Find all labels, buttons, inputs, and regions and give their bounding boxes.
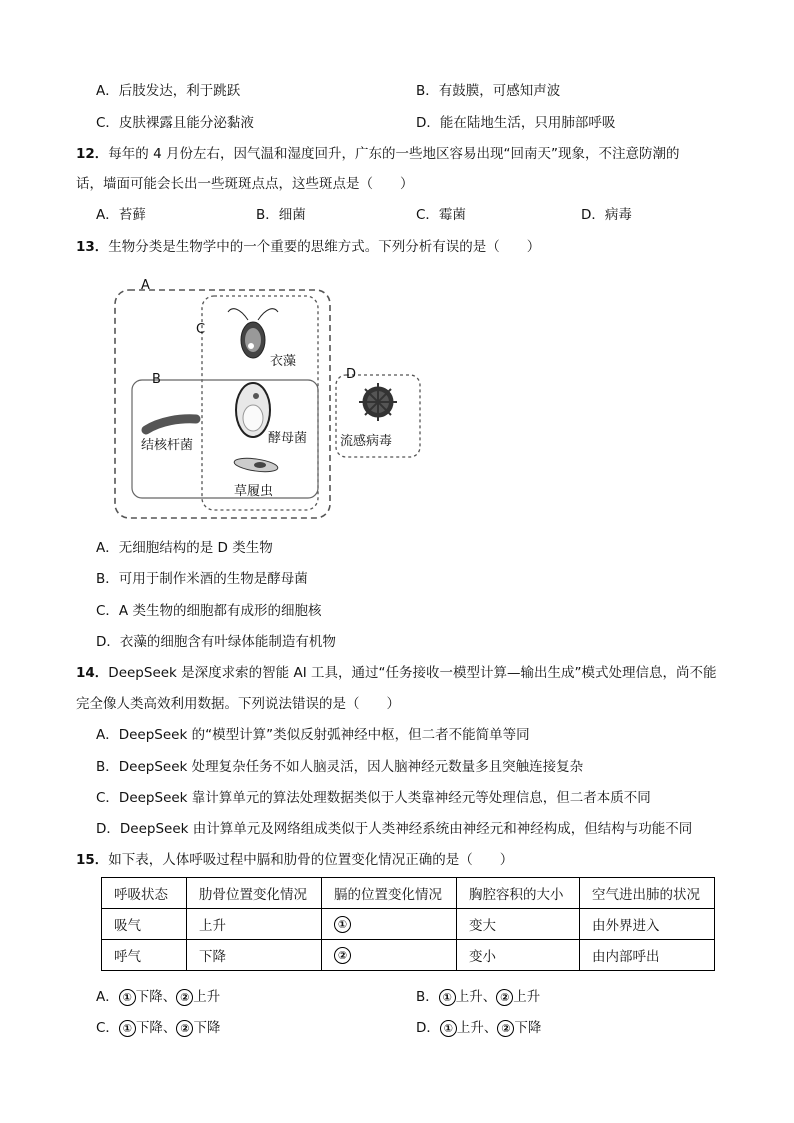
q11-option-a: A．后肢发达，利于跳跃: [96, 83, 241, 99]
q14-option-d: D．DeepSeek 由计算单元及网络组成类似于人类神经系统由神经元和神经构成，但结构与功能不同: [96, 821, 693, 837]
respiration-table: [101, 877, 715, 971]
q14-stem-line2: 完全像人类高效利用数据。下列说法错误的是（ ）: [76, 696, 400, 712]
table-header: 呼吸状态: [102, 878, 187, 909]
q15-option-a-text2: 上升: [193, 989, 221, 1005]
q12-stem-line1: [76, 144, 679, 164]
q11-option-b: B．有鼓膜，可感知声波: [416, 83, 561, 99]
table-header: 膈的位置变化情况: [322, 878, 457, 909]
table-header: 空气进出肺的状况: [580, 878, 715, 909]
q12-option-d: D．病毒: [581, 207, 632, 223]
table-header: 肋骨位置变化情况: [187, 878, 322, 909]
q13-stem: [76, 237, 540, 257]
circled-number-1: ①: [119, 1020, 136, 1037]
table-cell: 下降: [187, 940, 322, 971]
q12-option-b: B．细菌: [256, 207, 306, 223]
q13-text: 生物分类是生物学中的一个重要的思维方式。下列分析有误的是（ ）: [108, 239, 541, 255]
circled-number-1: ①: [119, 989, 136, 1006]
q11-option-d: D．能在陆地生活，只用肺部呼吸: [416, 115, 616, 131]
q15-option-d-prefix: D．: [416, 1020, 440, 1036]
q15-option-c-prefix: C．: [96, 1020, 119, 1036]
q14-option-a: A．DeepSeek 的“模型计算”类似反射弧神经中枢，但二者不能简单等同: [96, 727, 530, 743]
table-cell: 吸气: [102, 909, 187, 940]
table-cell: 变大: [457, 909, 580, 940]
table-cell: 变小: [457, 940, 580, 971]
circled-number-2: ②: [496, 989, 513, 1006]
q15-option-c-text2: 下降: [193, 1020, 221, 1036]
circled-number-1: ①: [334, 916, 351, 933]
q14-stem-line1: [76, 663, 716, 683]
q15-option-a-text1: 下降、: [135, 989, 177, 1005]
circled-number-1: ①: [440, 1020, 457, 1037]
q13-option-d: D．衣藻的细胞含有叶绿体能制造有机物: [96, 634, 336, 650]
box-a: [115, 290, 330, 518]
label-jiaomujun: 酵母菌: [268, 431, 308, 446]
table-header-row: [102, 878, 715, 909]
table-header: 胸腔容积的大小: [457, 878, 580, 909]
q15-option-d-text2: 下降: [514, 1020, 542, 1036]
table-cell: 上升: [187, 909, 322, 940]
influenza-virus-icon: [359, 383, 397, 421]
yeast-icon: [236, 383, 270, 437]
q14-option-b: B．DeepSeek 处理复杂任务不如人脑灵活，因人脑神经元数量多且突触连接复杂: [96, 759, 584, 775]
q13-option-a: A．无细胞结构的是 D 类生物: [96, 540, 273, 556]
q15-option-c: [96, 1018, 220, 1038]
q14-text-line1: DeepSeek 是深度求索的智能 AI 工具，通过“任务接收一模型计算—输出生成”模式处理信息，尚不能: [108, 665, 717, 681]
q15-option-d: [416, 1018, 541, 1038]
label-jiehe: 结核杆菌: [141, 438, 194, 453]
label-yizao: 衣藻: [270, 354, 297, 369]
label-c: C: [196, 322, 206, 337]
circled-number-2: ②: [497, 1020, 514, 1037]
table-row: [102, 909, 715, 940]
q12-text-line1: 每年的 4 月份左右，因气温和湿度回升，广东的一些地区容易出现“回南天”现象，不注意防潮的: [108, 146, 680, 162]
q15-option-b: [416, 987, 540, 1007]
table-cell: 呼气: [102, 940, 187, 971]
label-a: A: [141, 278, 150, 293]
table-cell: 由外界进入: [580, 909, 715, 940]
label-b: B: [152, 372, 161, 387]
circled-number-2: ②: [334, 947, 351, 964]
table-cell: [322, 940, 457, 971]
q11-option-c: C．皮肤裸露且能分泌黏液: [96, 115, 254, 131]
q15-number: 15．: [76, 852, 109, 868]
q15-option-d-text1: 上升、: [456, 1020, 498, 1036]
q12-stem-line2: 话，墙面可能会长出一些斑斑点点，这些斑点是（ ）: [76, 176, 414, 192]
classification-diagram: [110, 278, 430, 523]
q15-option-a: [96, 987, 220, 1007]
q15-option-c-text1: 下降、: [135, 1020, 177, 1036]
q12-number: 12．: [76, 146, 109, 162]
circled-number-1: ①: [439, 989, 456, 1006]
q15-stem: [76, 850, 513, 870]
label-caolvchong: 草履虫: [234, 484, 274, 499]
tb-bacillus-icon: [146, 419, 196, 430]
q15-option-a-prefix: A．: [96, 989, 119, 1005]
table-cell: [322, 909, 457, 940]
q13-number: 13．: [76, 239, 109, 255]
q12-option-a: A．苔藓: [96, 207, 146, 223]
q14-option-c: C．DeepSeek 靠计算单元的算法处理数据类似于人类靠神经元等处理信息，但二者本质不同: [96, 790, 651, 806]
q15-text: 如下表，人体呼吸过程中膈和肋骨的位置变化情况正确的是（ ）: [108, 852, 514, 868]
q15-option-b-text1: 上升、: [455, 989, 497, 1005]
label-d: D: [346, 367, 357, 382]
q15-option-b-prefix: B．: [416, 989, 439, 1005]
circled-number-2: ②: [176, 1020, 193, 1037]
circled-number-2: ②: [176, 989, 193, 1006]
q13-option-b: B．可用于制作米酒的生物是酵母菌: [96, 571, 308, 587]
q15-option-b-text2: 上升: [513, 989, 541, 1005]
q12-option-c: C．霉菌: [416, 207, 466, 223]
q14-number: 14．: [76, 665, 109, 681]
paramecium-icon: [233, 456, 278, 474]
label-liugan: 流感病毒: [340, 434, 393, 449]
table-cell: 由内部呼出: [580, 940, 715, 971]
q13-option-c: C．A 类生物的细胞都有成形的细胞核: [96, 603, 322, 619]
table-row: [102, 940, 715, 971]
